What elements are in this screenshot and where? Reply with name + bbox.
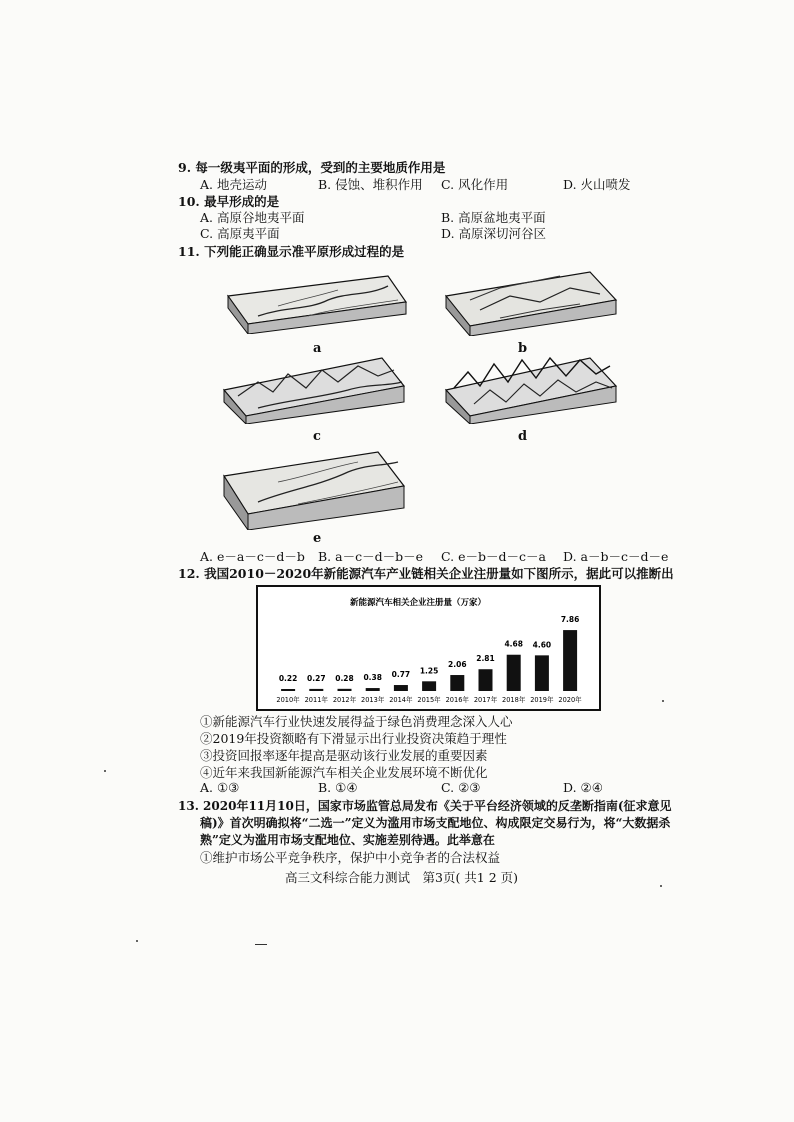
chart-canvas <box>258 587 599 709</box>
q10-stem: 10. 最早形成的是 <box>178 194 280 209</box>
chart-value-label: 4.60 <box>532 640 552 650</box>
chart-value-label: 0.38 <box>363 673 382 683</box>
chart-bar <box>366 688 380 691</box>
chart-value-label: 2.81 <box>476 654 495 664</box>
q12-statement-1: ①新能源汽车行业快速发展得益于绿色消费理念深入人心 <box>200 714 513 729</box>
chart-bar <box>563 630 577 691</box>
q11-stem: 11. 下列能正确显示准平原形成过程的是 <box>178 244 405 259</box>
chart-category-label: 2020年 <box>558 696 582 704</box>
chart-title: 新能源汽车相关企业注册量（万家） <box>349 598 487 608</box>
chart-bar <box>338 689 352 691</box>
q9-option-b: B. 侵蚀、堆积作用 <box>318 177 423 192</box>
chart-category-label: 2016年 <box>445 696 469 704</box>
chart-category-label: 2019年 <box>530 696 554 704</box>
registration-chart <box>256 585 601 711</box>
q13-line-3: 熟”定义为滥用市场支配地位、实施差别待遇。此举意在 <box>200 833 495 847</box>
scan-speck <box>104 770 106 772</box>
chart-bar <box>309 689 323 691</box>
q13-line-2: 稿)》首次明确拟将“二选一”定义为滥用市场支配地位、构成限定交易行为，将“大数据杀 <box>200 816 671 830</box>
chart-category-label: 2011年 <box>304 696 328 704</box>
scan-speck <box>660 885 662 887</box>
q10-option-a: A. 高原谷地夷平面 <box>200 210 305 225</box>
chart-category-label: 2018年 <box>502 696 526 704</box>
chart-category-label: 2010年 <box>276 696 300 704</box>
figure-label-d: d <box>518 429 528 444</box>
chart-bar <box>507 655 521 691</box>
chart-bar <box>281 689 295 691</box>
figure-label-e: e <box>313 531 322 546</box>
chart-bar <box>450 675 464 691</box>
scan-speck <box>136 940 138 942</box>
chart-bar <box>394 685 408 691</box>
chart-value-label: 0.28 <box>335 673 354 683</box>
chart-category-label: 2013年 <box>361 696 385 704</box>
chart-category-label: 2017年 <box>473 696 498 704</box>
q10-option-c: C. 高原夷平面 <box>200 226 280 241</box>
q12-statement-2: ②2019年投资额略有下滑显示出行业投资决策趋于理性 <box>200 731 507 746</box>
chart-bar <box>479 669 493 691</box>
chart-value-label: 7.86 <box>560 615 580 625</box>
q9-option-c: C. 风化作用 <box>441 177 509 192</box>
chart-value-label: 2.06 <box>448 660 467 670</box>
q13-line-1: 13. 2020年11月10日，国家市场监管总局发布《关于平台经济领域的反垄断指南(征求意见 <box>178 799 672 813</box>
landform-block-e <box>218 446 408 530</box>
chart-value-label: 0.22 <box>278 674 298 683</box>
q11-option-d: D. a－b－c－d－e <box>563 549 669 564</box>
chart-bar <box>535 655 549 691</box>
landform-block-c <box>218 352 408 424</box>
scan-mark <box>255 944 267 945</box>
q10-option-b: B. 高原盆地夷平面 <box>441 210 546 225</box>
q12-option-a: A. ①③ <box>200 780 240 795</box>
landform-block-a <box>218 266 408 334</box>
chart-value-label: 0.27 <box>307 673 326 683</box>
figure-label-c: c <box>313 429 321 444</box>
q9-option-d: D. 火山喷发 <box>563 177 631 192</box>
chart-value-label: 4.68 <box>504 639 523 649</box>
q12-option-b: B. ①④ <box>318 780 358 795</box>
q12-option-c: C. ②③ <box>441 780 481 795</box>
landform-block-d <box>440 352 620 424</box>
q12-option-d: D. ②④ <box>563 780 603 795</box>
q12-stem: 12. 我国2010－2020年新能源汽车产业链相关企业注册量如下图所示，据此可以推断出 <box>178 566 674 581</box>
chart-bar <box>422 681 436 691</box>
chart-value-label: 0.77 <box>391 670 411 680</box>
landform-block-b <box>440 266 620 336</box>
scan-speck <box>662 700 664 702</box>
q11-option-c: C. e－b－d－c－a <box>441 549 546 564</box>
chart-category-label: 2014年 <box>389 696 413 704</box>
figure-label-a: a <box>313 341 322 356</box>
figure-label-b: b <box>518 341 528 356</box>
page-footer: 高三文科综合能力测试 第3页( 共1 2 页) <box>285 870 519 885</box>
q9-stem: 9. 每一级夷平面的形成，受到的主要地质作用是 <box>178 160 446 175</box>
q12-statement-4: ④近年来我国新能源汽车相关企业发展环境不断优化 <box>200 765 488 780</box>
chart-category-label: 2015年 <box>417 696 441 704</box>
chart-value-label: 1.25 <box>419 666 439 676</box>
chart-category-label: 2012年 <box>332 696 357 704</box>
q9-option-a: A. 地壳运动 <box>200 177 267 192</box>
q11-option-a: A. e－a－c－d－b <box>200 549 305 564</box>
q13-statement-1: ①维护市场公平竞争秩序，保护中小竞争者的合法权益 <box>200 850 501 865</box>
q11-option-b: B. a－c－d－b－e <box>318 549 423 564</box>
q12-statement-3: ③投资回报率逐年提高是驱动该行业发展的重要因素 <box>200 748 488 763</box>
q10-option-d: D. 高原深切河谷区 <box>441 226 547 241</box>
